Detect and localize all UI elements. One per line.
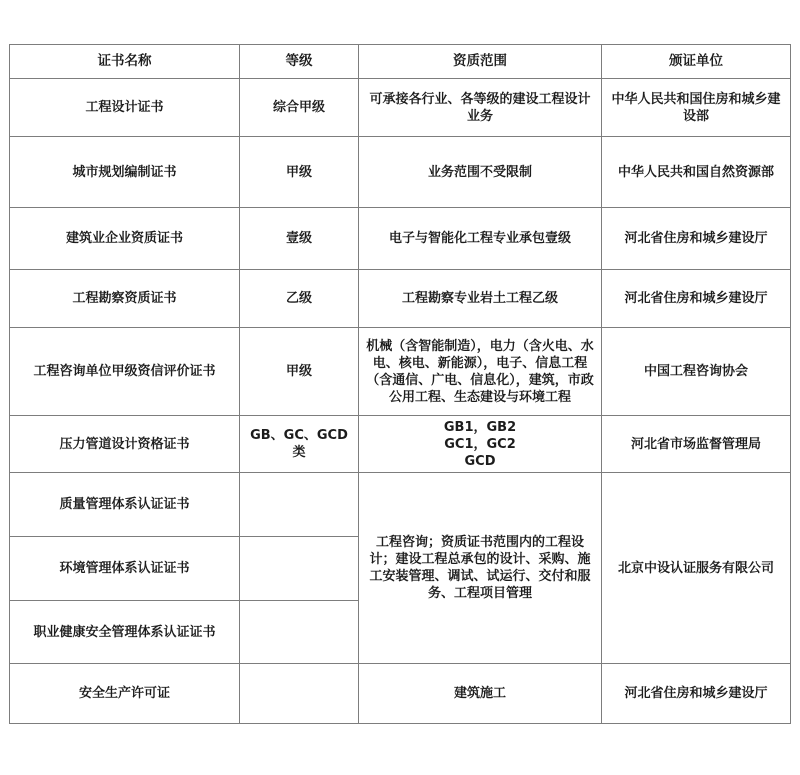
level-cell xyxy=(240,601,359,664)
header-issuer: 颁证单位 xyxy=(602,45,791,79)
header-cert-name: 证书名称 xyxy=(10,45,240,79)
table-row xyxy=(10,473,791,537)
scope-cell: 业务范围不受限制 xyxy=(359,137,602,208)
level-cell: 壹级 xyxy=(240,208,359,270)
issuer-cell: 河北省市场监督管理局 xyxy=(602,416,791,473)
header-level: 等级 xyxy=(240,45,359,79)
table-row xyxy=(10,664,791,724)
scope-cell: 可承接各行业、各等级的建设工程设计业务 xyxy=(359,79,602,137)
header-row xyxy=(10,45,791,79)
scope-cell: 工程勘察专业岩土工程乙级 xyxy=(359,270,602,328)
table-row xyxy=(10,137,791,208)
table-row xyxy=(10,79,791,137)
level-cell: 乙级 xyxy=(240,270,359,328)
level-cell: 甲级 xyxy=(240,137,359,208)
issuer-cell-merged: 北京中设认证服务有限公司 xyxy=(602,473,791,664)
scope-cell: 电子与智能化工程专业承包壹级 xyxy=(359,208,602,270)
issuer-cell: 河北省住房和城乡建设厅 xyxy=(602,664,791,724)
cert-name-cell: 环境管理体系认证证书 xyxy=(10,537,240,601)
scope-cell: 建筑施工 xyxy=(359,664,602,724)
cert-name-cell: 质量管理体系认证证书 xyxy=(10,473,240,537)
scope-line: GB1，GB2 xyxy=(443,419,517,435)
scope-cell: 机械（含智能制造），电力（含火电、水电、核电、新能源），电子、信息工程（含通信、广电、信息化），建筑，市政公用工程、生态建设与环境工程 xyxy=(359,328,602,416)
cert-name-cell: 工程设计证书 xyxy=(10,79,240,137)
scope-line: GCD xyxy=(464,453,496,469)
scope-cell-merged: 工程咨询；资质证书范围内的工程设计；建设工程总承包的设计、采购、施工安装管理、调试、试运行、交付和服务、工程项目管理 xyxy=(359,473,602,664)
table-row xyxy=(10,270,791,328)
certificates-table xyxy=(9,44,791,724)
scope-line: GC1，GC2 xyxy=(444,436,516,452)
issuer-cell: 中华人民共和国自然资源部 xyxy=(602,137,791,208)
cert-name-cell: 职业健康安全管理体系认证证书 xyxy=(10,601,240,664)
table-row xyxy=(10,208,791,270)
header-scope: 资质范围 xyxy=(359,45,602,79)
scope-cell xyxy=(359,416,602,473)
level-cell: 甲级 xyxy=(240,328,359,416)
level-cell xyxy=(240,664,359,724)
level-cell: 综合甲级 xyxy=(240,79,359,137)
cert-name-cell: 安全生产许可证 xyxy=(10,664,240,724)
table-row xyxy=(10,416,791,473)
level-cell: GB、GC、GCD 类 xyxy=(240,416,359,473)
cert-name-cell: 城市规划编制证书 xyxy=(10,137,240,208)
level-cell xyxy=(240,537,359,601)
table-row xyxy=(10,328,791,416)
issuer-cell: 河北省住房和城乡建设厅 xyxy=(602,270,791,328)
issuer-cell: 中国工程咨询协会 xyxy=(602,328,791,416)
cert-name-cell: 建筑业企业资质证书 xyxy=(10,208,240,270)
issuer-cell: 中华人民共和国住房和城乡建设部 xyxy=(602,79,791,137)
level-cell xyxy=(240,473,359,537)
cert-name-cell: 工程咨询单位甲级资信评价证书 xyxy=(10,328,240,416)
issuer-cell: 河北省住房和城乡建设厅 xyxy=(602,208,791,270)
cert-name-cell: 压力管道设计资格证书 xyxy=(10,416,240,473)
cert-name-cell: 工程勘察资质证书 xyxy=(10,270,240,328)
